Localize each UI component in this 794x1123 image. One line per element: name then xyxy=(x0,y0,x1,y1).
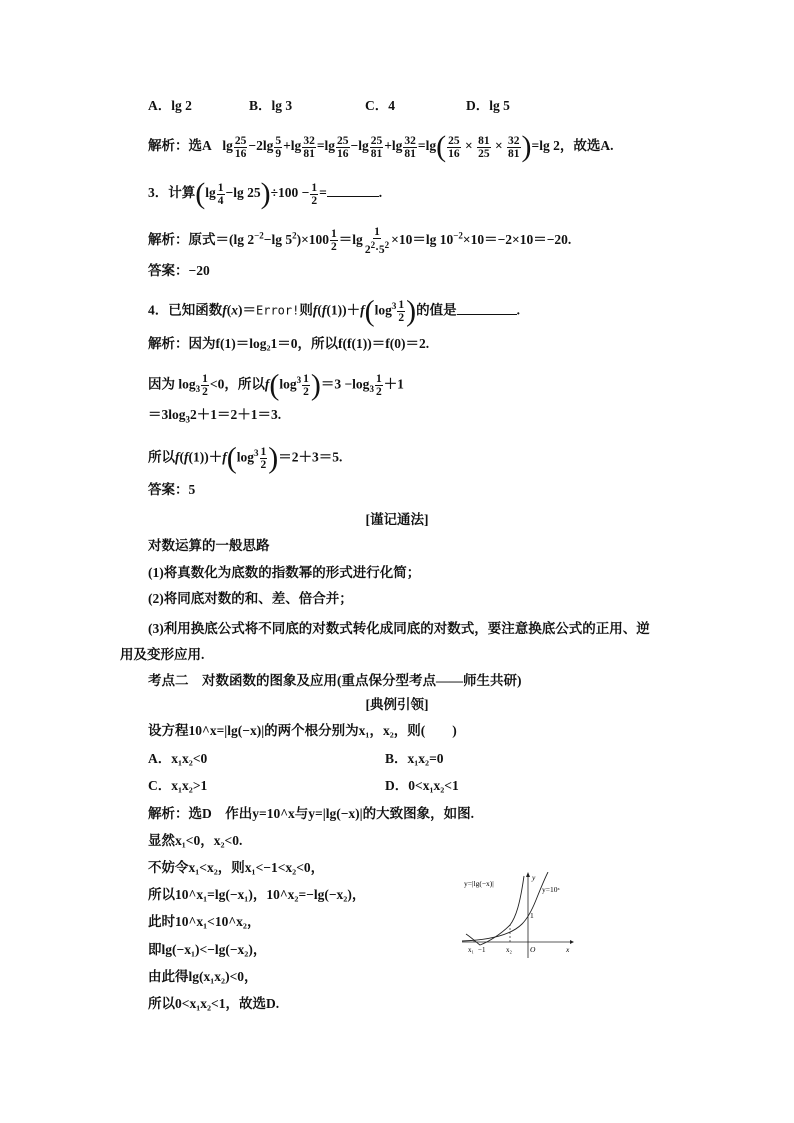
q2-solution-suffix: ，故选A. xyxy=(559,138,614,154)
k-sol-4: 所以10^x₁=lg(−x₁)，10^x₂=−lg(−x₂)， xyxy=(148,887,366,902)
option-c: C．4 xyxy=(365,98,395,113)
option-a: A．lg 2 xyxy=(148,98,192,113)
abs-log-label: y=|lg(−x)| xyxy=(464,879,494,888)
x1-label: x₁ xyxy=(468,946,474,954)
k-sol-1: 解析：选D 作出y=10^x与y=|lg(−x)|的大致图象，如图. xyxy=(148,806,474,821)
k-option-b: B．x₁x₂=0 xyxy=(385,751,444,766)
q4-sol4: 所以$f(f(1))+f(\log^3$ $\frac{1}{2}$ )＝2＋3＝5. xyxy=(148,441,343,475)
k-sol-8: 所以0<x₁x₂<1，故选D. xyxy=(148,996,280,1011)
k-sol-6: 即lg(−x₁)<−lg(−x₂)， xyxy=(148,942,267,957)
kaodian-stem: 设方程10^x=|lg(−x)|的两个根分别为x₁，x₂，则( ) xyxy=(148,723,457,738)
method-p2: (2)将同底对数的和、差、倍合并； xyxy=(148,591,353,606)
option-b: B．lg 3 xyxy=(249,98,293,113)
k-sol-7: 由此得lg(x₁x₂)<0， xyxy=(148,969,258,984)
k-option-d: D．0<x₁x₂<1 xyxy=(385,778,459,793)
q2-solution: 解析：选A lg $\frac{25}{16}$ −2lg $\frac{5}{9}$ +lg $\frac{32}{81}$ =lg $\frac{25}{16}$ −lg $\frac{25}{81}$ +lg $\frac{32}{81}$ =lg( $\frac{25}{16}$ × $\frac{81}{25}$ × $\frac{32}{81}$ )=lg 2，故选A. xyxy=(148,130,614,163)
method-p1: (1)将真数化为底数的指数幂的形式进行化简； xyxy=(148,565,421,580)
origin-label: O xyxy=(530,945,536,954)
kaodian-sub: [典例引领] xyxy=(365,697,429,712)
option-d: D．lg 5 xyxy=(466,98,510,113)
one-label: 1 xyxy=(530,911,534,920)
y-axis-label: y xyxy=(532,873,536,882)
q2-solution-prefix: 解析：选A xyxy=(148,138,212,154)
x-axis-label: x xyxy=(566,945,570,954)
k-sol-5: 此时10^x₁<10^x₂， xyxy=(148,914,261,929)
kaodian-title: 考点二 对数函数的图象及应用(重点保分型考点——师生共研) xyxy=(148,673,522,688)
y-axis-arrow xyxy=(526,872,530,877)
k-sol-3: 不妨令x₁<x₂，则x₁<−1<x₂<0， xyxy=(148,860,325,875)
q4-sol2: 因为 $\log_3$ $\frac{1}{2}$ <0，所以$f(\log^3$ $\frac{1}{2}$ )$=3 -\log_3$ $\frac{1}{2}$ ＋1 xyxy=(148,368,404,402)
q3-answer: 答案：−20 xyxy=(148,263,210,278)
q3-stem: 3．计算(lg $\frac{1}{4}$ −lg 25)÷100 − $\frac{1}{2}$ = . xyxy=(148,177,383,210)
q4-sol3: $=3\log_32+1=2+1=3$. xyxy=(148,407,282,425)
exp-label: y=10ˣ xyxy=(542,885,560,894)
method-p3b: 用及变形应用. xyxy=(120,647,205,662)
method-p3a: (3)利用换底公式将不同底的对数式转化成同底的对数式，要注意换底公式的正用、逆 xyxy=(148,621,650,636)
k-option-c: C．x₁x₂>1 xyxy=(148,778,208,793)
k-sol-2: 显然x₁<0，x₂<0. xyxy=(148,833,243,848)
q4-answer: 答案：5 xyxy=(148,482,196,497)
k-option-a: A．x₁x₂<0 xyxy=(148,751,208,766)
function-graph-figure xyxy=(462,872,574,958)
x-axis-arrow xyxy=(570,940,574,944)
q3-solution: 解析：原式＝(lg $2^{-2}-\lg$ $5^2)\times 100$ $\frac{1}{2}$ ＝lg $\frac{1}{2^2\cdot 5^2}$ ×10＝lg $10^{-2}\times 10=-2\times 10=-20$. xyxy=(148,226,572,256)
method-heading: [谨记通法] xyxy=(365,512,429,527)
method-title: 对数运算的一般思路 xyxy=(148,538,270,553)
q4-sol1: 解析：因为f(1)＝log₂1＝0，所以f(f(1))＝f(0)＝2. xyxy=(148,336,430,351)
minus-one-label: −1 xyxy=(478,946,486,954)
x2-label: x₂ xyxy=(506,946,512,954)
q4-stem: 4．已知函数f(x)＝Error!则$f(f(1))+f(\log^3$ $\frac{1}{2}$ )的值是 . xyxy=(148,294,520,328)
